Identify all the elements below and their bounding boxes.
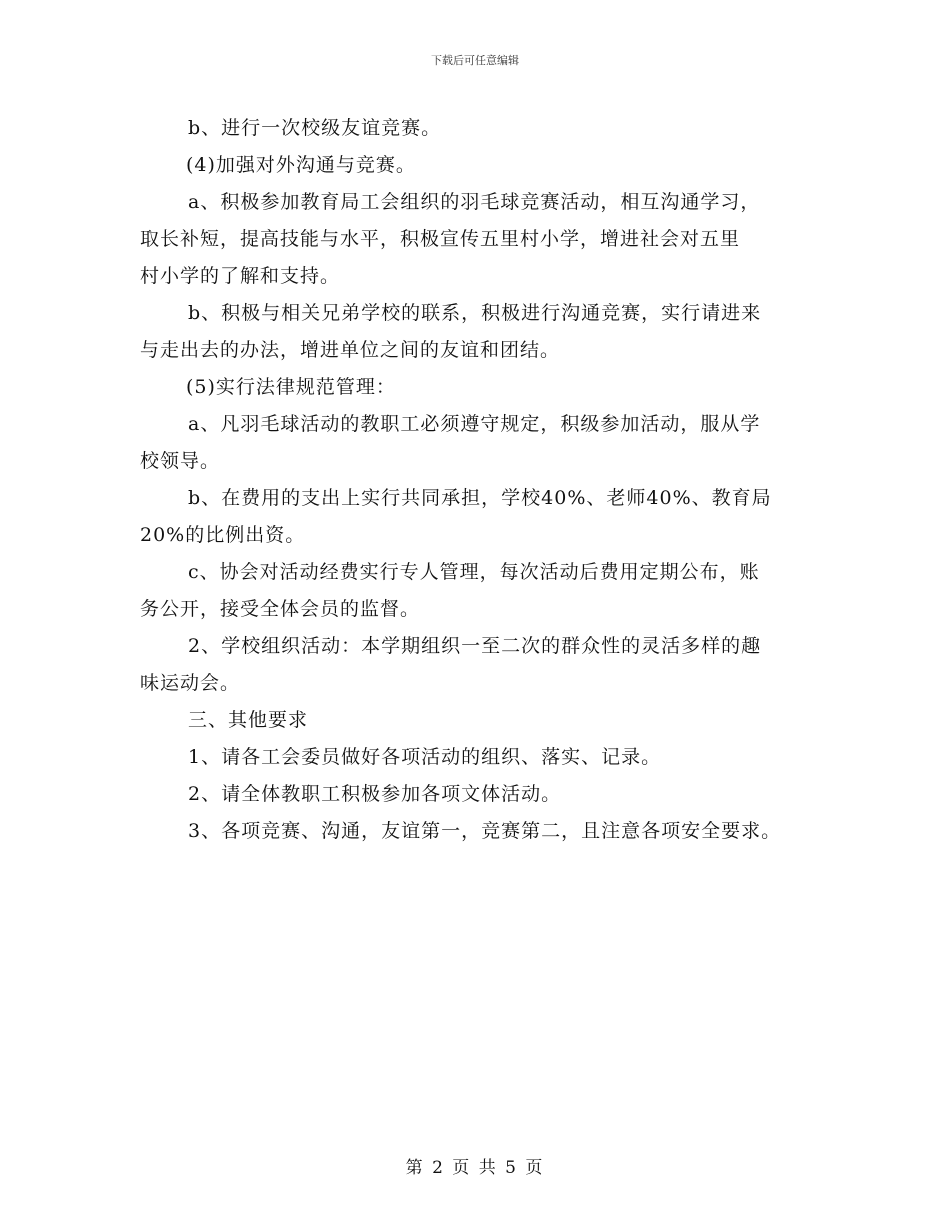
paragraph-line: 2、学校组织活动：本学期组织一至二次的群众性的灵活多样的趣	[188, 635, 762, 657]
section-heading: (5)实行法律规范管理：	[186, 376, 396, 398]
paragraph-line: 味运动会。	[140, 672, 241, 694]
page-header: 下载后可任意编辑	[431, 54, 519, 67]
document-body	[140, 110, 820, 850]
paragraph-line: 2、请全体教职工积极参加各项文体活动。	[188, 783, 562, 805]
paragraph-line: 务公开，接受全体会员的监督。	[140, 598, 421, 620]
paragraph-line: a、积极参加教育局工会组织的羽毛球竞赛活动，相互沟通学习，	[188, 191, 761, 213]
section-heading: 三、其他要求	[188, 709, 309, 731]
paragraph-line: 村小学的了解和支持。	[140, 265, 341, 287]
paragraph-line: c、协会对活动经费实行专人管理，每次活动后费用定期公布，账	[188, 561, 760, 583]
paragraph-line: a、凡羽毛球活动的教职工必须遵守规定，积级参加活动，服从学	[188, 413, 761, 435]
paragraph-line: 与走出去的办法，增进单位之间的友谊和团结。	[140, 339, 561, 361]
paragraph-line: 3、各项竞赛、沟通，友谊第一，竞赛第二，且注意各项安全要求。	[188, 820, 782, 842]
paragraph-line: 取长补短，提高技能与水平，积极宣传五里村小学，增进社会对五里	[140, 228, 741, 250]
paragraph-line: b、进行一次校级友谊竞赛。	[188, 117, 442, 139]
page-footer: 第 2 页 共 5 页	[405, 1158, 545, 1178]
paragraph-line: b、在费用的支出上实行共同承担，学校40%、老师40%、教育局	[188, 487, 772, 509]
paragraph-line: 20%的比例出资。	[140, 524, 306, 546]
paragraph-line: 1、请各工会委员做好各项活动的组织、落实、记录。	[188, 746, 662, 768]
paragraph-line: 校领导。	[140, 450, 221, 472]
paragraph-line: b、积极与相关兄弟学校的联系，积极进行沟通竞赛，实行请进来	[188, 302, 762, 324]
section-heading: (4)加强对外沟通与竞赛。	[186, 154, 416, 176]
